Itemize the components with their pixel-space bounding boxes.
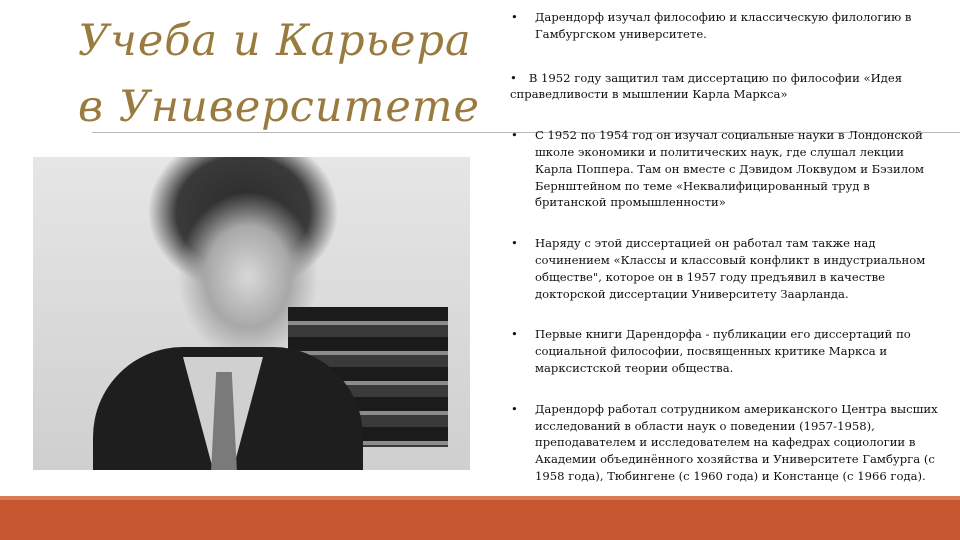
- slide-title: [78, 8, 498, 140]
- bullet-icon: •: [511, 327, 518, 342]
- bullet-list: [510, 9, 945, 485]
- bullet-text: В 1952 году защитил там диссертацию по философии «Идея справедливости в мышлении Карла Маркса»: [510, 70, 903, 102]
- bullet-text: Дарендорф работал сотрудником американского Центра высших исследований в области наук о поведении (1957-1958), преподавателем и исследователем на кафедрах социологии в Академии объединённого хозяйства и Университете Гамбурга (с 1958 года), Тюбингене (с 1960 года) и Констанце (с 1966 года).: [535, 401, 938, 483]
- bullet-text: С 1952 по 1954 год он изучал социальные науки в Лондонской школе экономики и политических наук, где слушал лекции Карла Поппера. Там он вместе с Дэвидом Локвудом и Бэзилом Бернштейном по теме «Неквалифицированный труд в британской промышленности»: [535, 128, 925, 210]
- bullet-item: [510, 70, 945, 104]
- footer-edge: [0, 496, 960, 500]
- bullet-icon: •: [511, 10, 518, 24]
- bullet-text: Первые книги Дарендорфа - публикации его диссертаций по социальной философии, посвященных критике Маркса и марксистской теории общества.: [535, 327, 911, 375]
- footer-bar: [0, 496, 960, 540]
- bullet-item: [510, 401, 945, 485]
- bullet-icon: •: [510, 70, 517, 85]
- bullet-text: Наряду с этой диссертацией он работал там также над сочинением «Классы и классовый конфликт в индустриальном обществе", которое он в 1957 году предъявил в качестве докторской диссертации Университету Заарланда.: [535, 236, 926, 301]
- slide-title-line-1: Учеба и Карьера: [78, 16, 472, 66]
- bullet-item: [510, 235, 945, 302]
- bullet-item: [510, 127, 945, 211]
- bullet-text: Дарендорф изучал философию и классическую филологию в Гамбургском университете.: [535, 10, 912, 41]
- slide-title-line-2: в Университете: [78, 82, 481, 132]
- portrait-photo: [33, 157, 470, 470]
- bullet-icon: •: [511, 401, 518, 416]
- bullet-icon: •: [511, 236, 518, 251]
- bullet-item: [510, 9, 945, 43]
- bullet-icon: •: [511, 128, 518, 143]
- bullet-item: [510, 326, 945, 376]
